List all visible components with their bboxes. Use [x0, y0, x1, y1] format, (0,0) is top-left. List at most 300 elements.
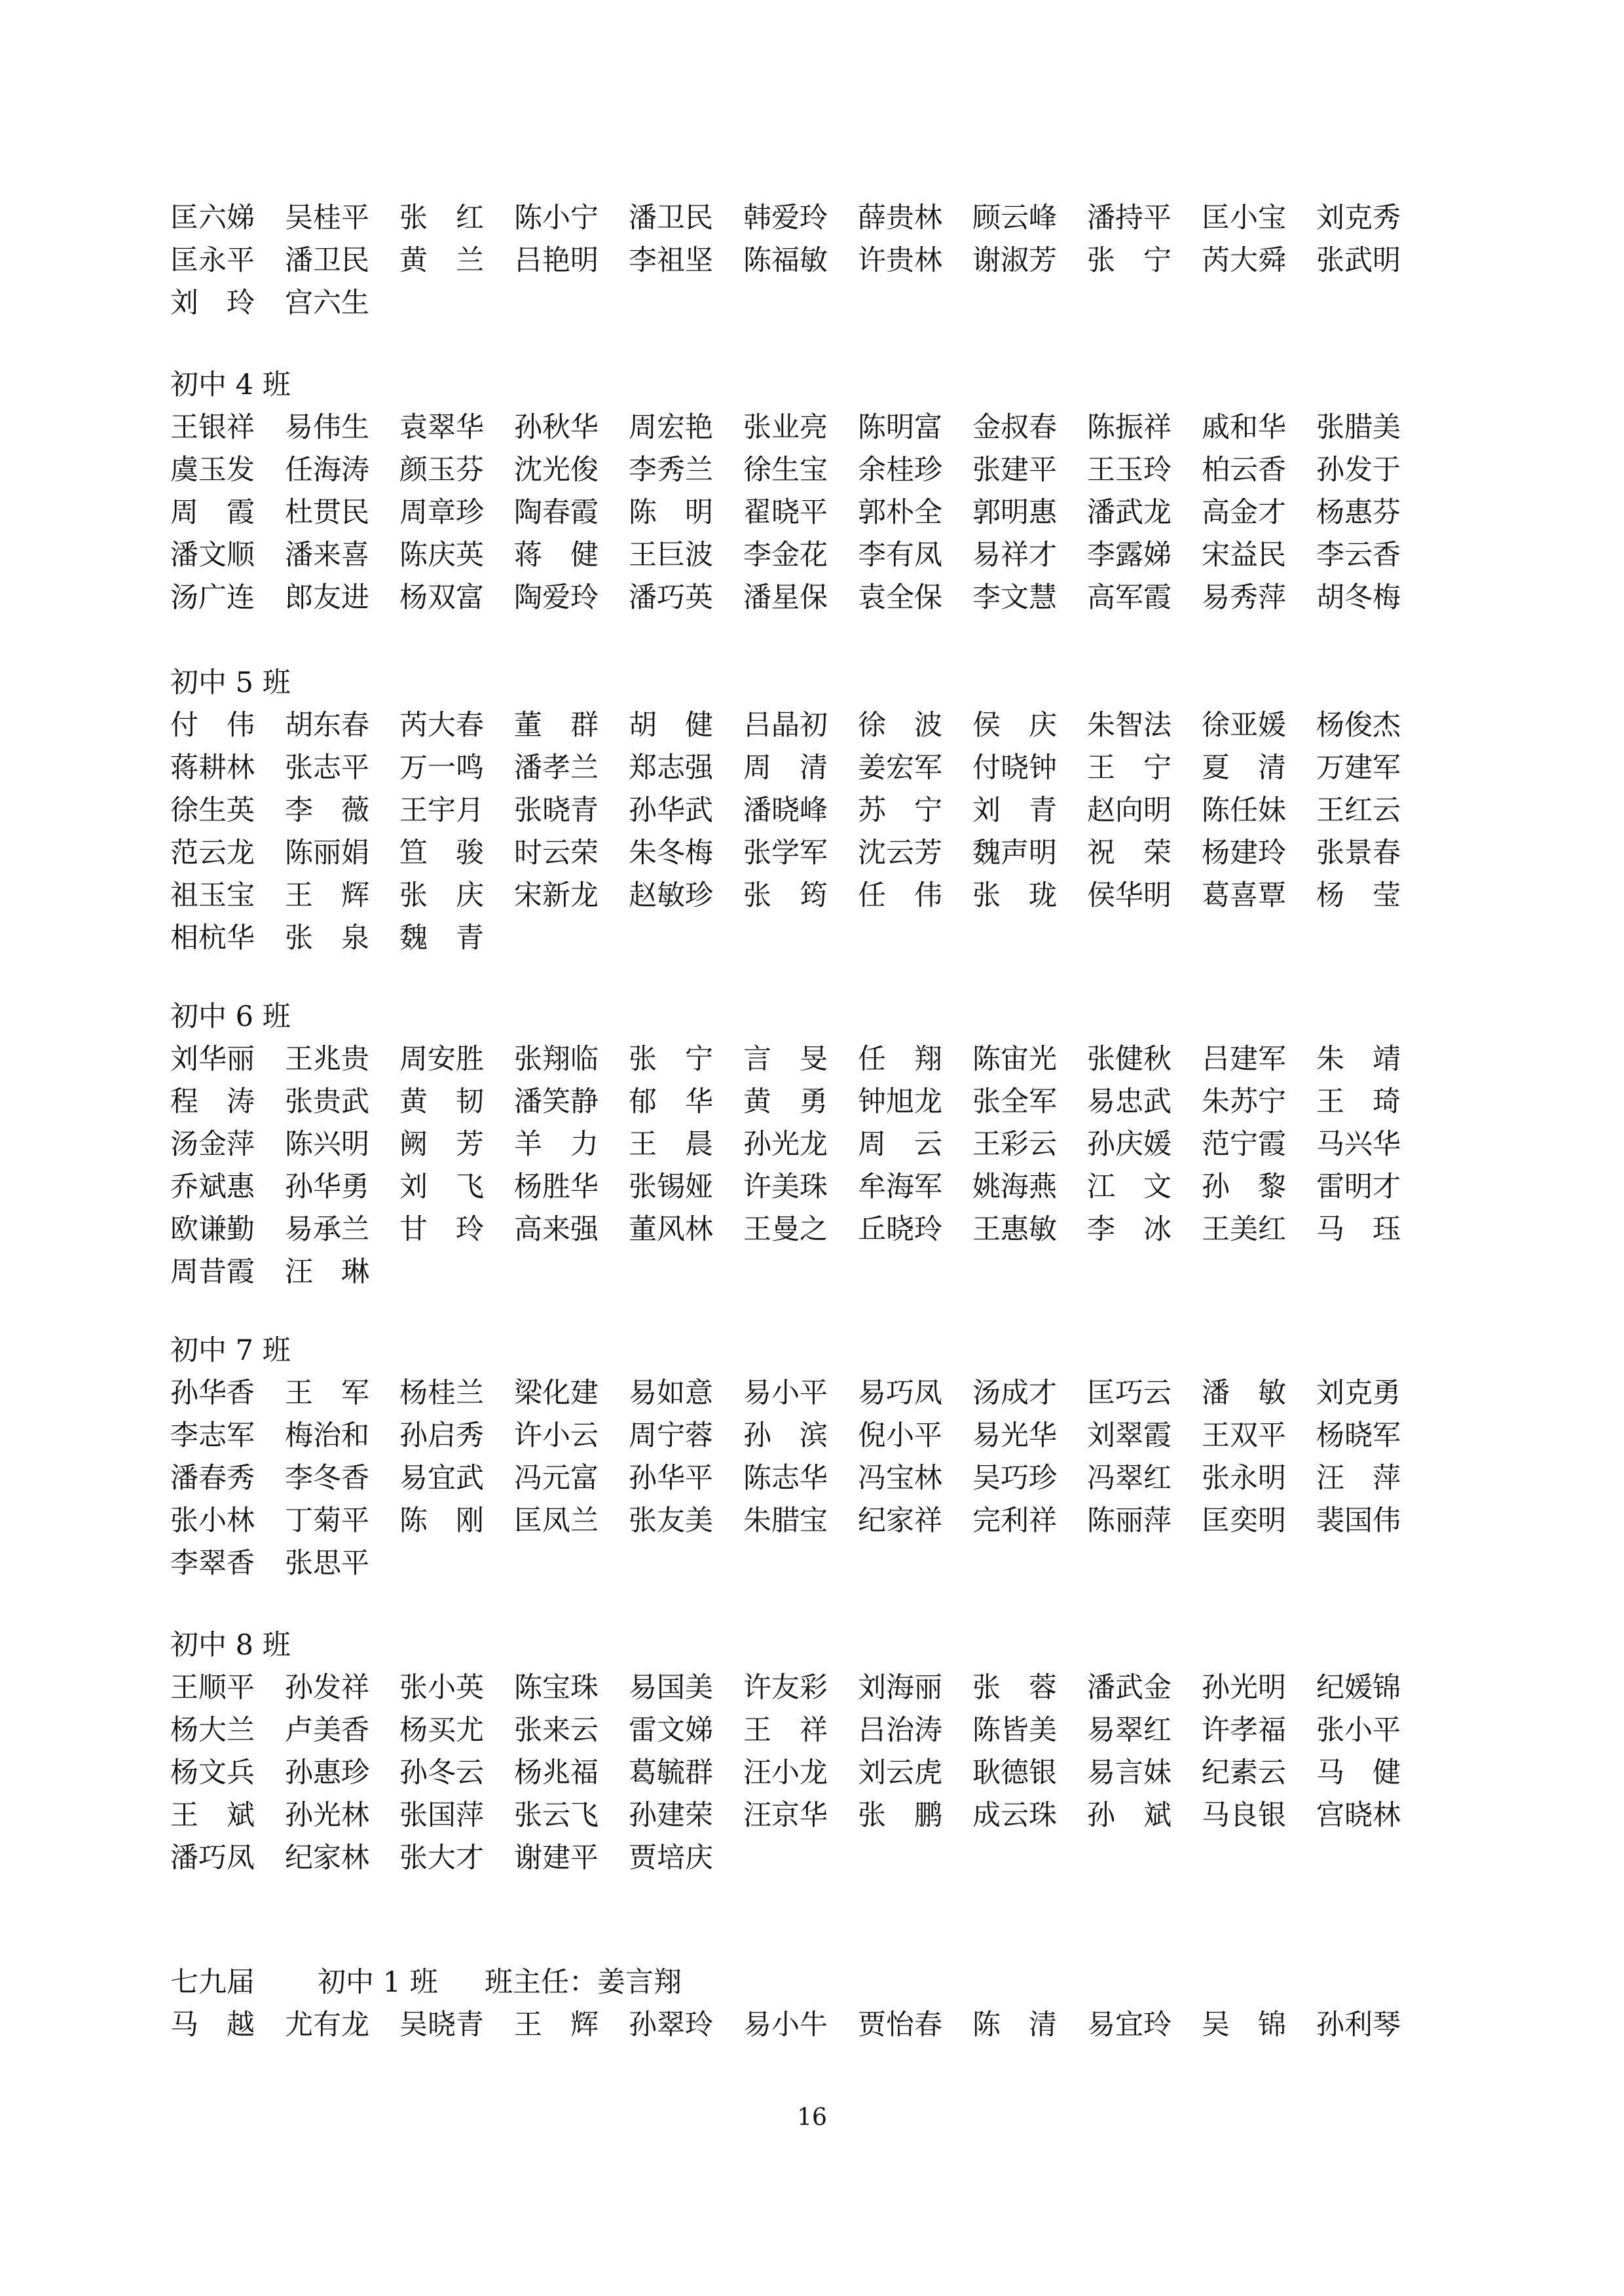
student-name: 王 辉 — [285, 879, 369, 912]
student-name: 芮大舜 — [1202, 244, 1286, 277]
class-title: 初中 4 班 — [170, 369, 291, 401]
student-name: 周安胜 — [399, 1043, 484, 1076]
student-name: 易忠武 — [1087, 1085, 1172, 1118]
name-row — [170, 282, 1414, 325]
student-name: 杨建玲 — [1202, 837, 1286, 869]
student-name: 张全军 — [972, 1085, 1057, 1118]
student-name: 郎友进 — [285, 581, 369, 614]
student-name: 沈光俊 — [514, 454, 599, 486]
student-name: 周宏艳 — [629, 411, 713, 444]
student-name: 孙光龙 — [743, 1128, 828, 1161]
student-name: 祝 荣 — [1087, 837, 1172, 869]
student-name: 魏声明 — [972, 837, 1057, 869]
name-row — [170, 1794, 1414, 1837]
student-name: 周章珍 — [399, 496, 484, 529]
student-name: 吕艳明 — [514, 244, 599, 277]
student-name: 陈明富 — [858, 411, 942, 444]
student-name: 王曼之 — [743, 1213, 828, 1246]
name-row — [170, 576, 1414, 619]
student-name: 匡凤兰 — [514, 1504, 599, 1537]
student-name: 王兆贵 — [285, 1043, 369, 1076]
student-name: 朱腊宝 — [743, 1504, 828, 1537]
student-name: 万建军 — [1316, 752, 1401, 784]
student-name: 王巨波 — [629, 539, 713, 572]
student-name: 黄 勇 — [743, 1085, 828, 1118]
student-name: 许孝福 — [1202, 1714, 1286, 1747]
student-name: 裴国伟 — [1316, 1504, 1401, 1537]
student-name: 杨胜华 — [514, 1171, 599, 1203]
name-row — [170, 1709, 1414, 1752]
name-row — [170, 196, 1414, 240]
student-name: 柏云香 — [1202, 454, 1286, 486]
student-name: 马兴华 — [1316, 1128, 1401, 1161]
student-name: 李秀兰 — [629, 454, 713, 486]
student-name: 纪家祥 — [858, 1504, 942, 1537]
name-row — [170, 1666, 1414, 1709]
name-row — [170, 1372, 1414, 1415]
student-name: 卢美香 — [285, 1714, 369, 1747]
name-row — [170, 1836, 1414, 1880]
student-name: 王玉玲 — [1087, 454, 1172, 486]
student-name: 程 涛 — [170, 1085, 255, 1118]
student-name: 易如意 — [629, 1377, 713, 1410]
class-title: 初中 7 班 — [170, 1334, 291, 1367]
student-name: 董 群 — [514, 709, 599, 742]
student-name: 汪 琳 — [285, 1256, 369, 1288]
student-name: 丁菊平 — [285, 1504, 369, 1537]
student-name: 潘文顺 — [170, 539, 255, 572]
student-name: 付晓钟 — [972, 752, 1057, 784]
student-name: 张 蓉 — [972, 1671, 1057, 1704]
student-name: 苏 宁 — [858, 794, 942, 827]
student-name: 周 清 — [743, 752, 828, 784]
student-name: 王双平 — [1202, 1419, 1286, 1452]
name-row — [170, 1038, 1414, 1081]
student-name: 张 宁 — [629, 1043, 713, 1076]
student-name: 相杭华 — [170, 922, 255, 955]
name-row — [170, 874, 1414, 917]
student-name: 李露娣 — [1087, 539, 1172, 572]
student-name: 孙建荣 — [629, 1799, 713, 1832]
student-name: 汤金萍 — [170, 1128, 255, 1161]
student-name: 刘翠霞 — [1087, 1419, 1172, 1452]
student-name: 芮大春 — [399, 709, 484, 742]
student-name: 吕建军 — [1202, 1043, 1286, 1076]
student-name: 孙光明 — [1202, 1671, 1286, 1704]
student-name: 姚海燕 — [972, 1171, 1057, 1203]
student-name: 祖玉宝 — [170, 879, 255, 912]
student-name: 张来云 — [514, 1714, 599, 1747]
student-name: 郭明惠 — [972, 496, 1057, 529]
student-name: 范云龙 — [170, 837, 255, 869]
student-name: 笪 骏 — [399, 837, 484, 869]
name-row — [170, 789, 1414, 832]
student-name: 金叔春 — [972, 411, 1057, 444]
student-name: 薛贵林 — [858, 202, 942, 234]
student-name: 余桂珍 — [858, 454, 942, 486]
student-name: 张志平 — [285, 752, 369, 784]
student-name: 谢淑芳 — [972, 244, 1057, 277]
student-name: 许小云 — [514, 1419, 599, 1452]
student-name: 王惠敏 — [972, 1213, 1057, 1246]
student-name: 潘武龙 — [1087, 496, 1172, 529]
student-name: 张小林 — [170, 1504, 255, 1537]
student-name: 孙庆媛 — [1087, 1128, 1172, 1161]
student-name: 潘春秀 — [170, 1462, 255, 1495]
student-name: 徐亚媛 — [1202, 709, 1286, 742]
student-name: 陈宙光 — [972, 1043, 1057, 1076]
student-name: 张 筠 — [743, 879, 828, 912]
student-name: 言 旻 — [743, 1043, 828, 1076]
name-row — [170, 746, 1414, 790]
student-name: 王 祥 — [743, 1714, 828, 1747]
student-name: 陈小宁 — [514, 202, 599, 234]
student-name: 范宁霞 — [1202, 1128, 1286, 1161]
student-name: 王 军 — [285, 1377, 369, 1410]
student-name: 吴晓青 — [399, 2009, 484, 2041]
student-name: 胡冬梅 — [1316, 581, 1401, 614]
student-name: 王顺平 — [170, 1671, 255, 1704]
student-name: 牟海军 — [858, 1171, 942, 1203]
student-name: 纪媛锦 — [1316, 1671, 1401, 1704]
student-name: 袁全保 — [858, 581, 942, 614]
student-name: 纪素云 — [1202, 1757, 1286, 1789]
student-name: 任海涛 — [285, 454, 369, 486]
student-name: 杨桂兰 — [399, 1377, 484, 1410]
student-name: 高军霞 — [1087, 581, 1172, 614]
student-name: 夏 清 — [1202, 752, 1286, 784]
student-name: 张 庆 — [399, 879, 484, 912]
student-name: 李云香 — [1316, 539, 1401, 572]
student-name: 张 宁 — [1087, 244, 1172, 277]
student-name: 王 琦 — [1316, 1085, 1401, 1118]
student-name: 阙 芳 — [399, 1128, 484, 1161]
student-name: 杨大兰 — [170, 1714, 255, 1747]
student-name: 张 鹏 — [858, 1799, 942, 1832]
student-name: 王美红 — [1202, 1213, 1286, 1246]
student-name: 陈振祥 — [1087, 411, 1172, 444]
student-name: 易言妹 — [1087, 1757, 1172, 1789]
student-name: 虞玉发 — [170, 454, 255, 486]
student-name: 张 红 — [399, 202, 484, 234]
student-name: 朱冬梅 — [629, 837, 713, 869]
name-row — [170, 2003, 1414, 2047]
student-name: 潘卫民 — [629, 202, 713, 234]
student-name: 张健秋 — [1087, 1043, 1172, 1076]
student-name: 徐生宝 — [743, 454, 828, 486]
student-name: 杨 莹 — [1316, 879, 1401, 912]
student-name: 葛毓群 — [629, 1757, 713, 1789]
student-name: 张大才 — [399, 1842, 484, 1874]
student-name: 颜玉芬 — [399, 454, 484, 486]
student-name: 潘晓峰 — [743, 794, 828, 827]
student-name: 孙华勇 — [285, 1171, 369, 1203]
student-name: 李文慧 — [972, 581, 1057, 614]
student-name: 杨买尤 — [399, 1714, 484, 1747]
student-name: 张锡娅 — [629, 1171, 713, 1203]
student-name: 张思平 — [285, 1547, 369, 1580]
student-name: 朱苏宁 — [1202, 1085, 1286, 1118]
student-name: 杜贯民 — [285, 496, 369, 529]
name-row — [170, 491, 1414, 534]
student-name: 孙翠玲 — [629, 2009, 713, 2041]
student-name: 吕治涛 — [858, 1714, 942, 1747]
student-name: 张友美 — [629, 1504, 713, 1537]
student-name: 梅治和 — [285, 1419, 369, 1452]
student-name: 黄 韧 — [399, 1085, 484, 1118]
student-name: 易国美 — [629, 1671, 713, 1704]
student-name: 潘巧英 — [629, 581, 713, 614]
student-name: 张国萍 — [399, 1799, 484, 1832]
student-name: 李祖坚 — [629, 244, 713, 277]
student-name: 杨惠芬 — [1316, 496, 1401, 529]
student-name: 匡六娣 — [170, 202, 255, 234]
student-name: 完利祥 — [972, 1504, 1057, 1537]
student-name: 刘云虎 — [858, 1757, 942, 1789]
student-name: 郭朴全 — [858, 496, 942, 529]
student-name: 杨晓军 — [1316, 1419, 1401, 1452]
student-name: 周宁蓉 — [629, 1419, 713, 1452]
student-name: 王 晨 — [629, 1128, 713, 1161]
student-name: 王红云 — [1316, 794, 1401, 827]
student-name: 万一鸣 — [399, 752, 484, 784]
name-row — [170, 831, 1414, 875]
student-name: 王 斌 — [170, 1799, 255, 1832]
student-name: 许美珠 — [743, 1171, 828, 1203]
name-row — [170, 406, 1414, 449]
student-name: 张翔临 — [514, 1043, 599, 1076]
student-name: 任 伟 — [858, 879, 942, 912]
student-name: 贾培庆 — [629, 1842, 713, 1874]
student-name: 王银祥 — [170, 411, 255, 444]
student-name: 李冬香 — [285, 1462, 369, 1495]
student-name: 李 冰 — [1087, 1213, 1172, 1246]
student-name: 匡永平 — [170, 244, 255, 277]
student-name: 潘卫民 — [285, 244, 369, 277]
name-row — [170, 1250, 1414, 1294]
student-name: 李翠香 — [170, 1547, 255, 1580]
student-name: 易小牛 — [743, 2009, 828, 2041]
student-name: 张业亮 — [743, 411, 828, 444]
student-name: 张贵武 — [285, 1085, 369, 1118]
student-name: 李志军 — [170, 1419, 255, 1452]
student-name: 易祥才 — [972, 539, 1057, 572]
student-name: 王宇月 — [399, 794, 484, 827]
student-name: 孙华平 — [629, 1462, 713, 1495]
student-name: 杨俊杰 — [1316, 709, 1401, 742]
student-name: 陈任妹 — [1202, 794, 1286, 827]
student-name: 汪京华 — [743, 1799, 828, 1832]
student-name: 陈 刚 — [399, 1504, 484, 1537]
student-name: 匡奕明 — [1202, 1504, 1286, 1537]
student-name: 张 泉 — [285, 922, 369, 955]
student-name: 刘克秀 — [1316, 202, 1401, 234]
student-name: 刘 飞 — [399, 1171, 484, 1203]
student-name: 蒋 健 — [514, 539, 599, 572]
student-name: 宋益民 — [1202, 539, 1286, 572]
student-name: 张景春 — [1316, 837, 1401, 869]
student-name: 孙利琴 — [1316, 2009, 1401, 2041]
student-name: 陈皆美 — [972, 1714, 1057, 1747]
student-name: 纪家林 — [285, 1842, 369, 1874]
name-row — [170, 1414, 1414, 1457]
student-name: 潘来喜 — [285, 539, 369, 572]
student-name: 王 辉 — [514, 2009, 599, 2041]
student-name: 赵向明 — [1087, 794, 1172, 827]
student-name: 朱智法 — [1087, 709, 1172, 742]
student-name: 李金花 — [743, 539, 828, 572]
student-name: 欧谦勤 — [170, 1213, 255, 1246]
student-name: 郁 华 — [629, 1085, 713, 1118]
student-name: 刘 玲 — [170, 287, 255, 319]
student-name: 易巧凤 — [858, 1377, 942, 1410]
student-name: 张小平 — [1316, 1714, 1401, 1747]
name-row — [170, 1542, 1414, 1585]
name-row — [170, 1208, 1414, 1251]
student-name: 易伟生 — [285, 411, 369, 444]
student-name: 魏 青 — [399, 922, 484, 955]
student-name: 易光华 — [972, 1419, 1057, 1452]
name-row — [170, 1457, 1414, 1500]
student-name: 侯 庆 — [972, 709, 1057, 742]
name-row — [170, 704, 1414, 747]
student-name: 刘 青 — [972, 794, 1057, 827]
student-name: 匡小宝 — [1202, 202, 1286, 234]
student-name: 侯华明 — [1087, 879, 1172, 912]
student-name: 潘 敏 — [1202, 1377, 1286, 1410]
student-name: 蒋耕林 — [170, 752, 255, 784]
student-name: 王彩云 — [972, 1128, 1057, 1161]
student-name: 张 珑 — [972, 879, 1057, 912]
student-name: 孙启秀 — [399, 1419, 484, 1452]
name-row — [170, 448, 1414, 492]
student-name: 韩爱玲 — [743, 202, 828, 234]
student-name: 马 珏 — [1316, 1213, 1401, 1246]
student-name: 易承兰 — [285, 1213, 369, 1246]
student-name: 顾云峰 — [972, 202, 1057, 234]
student-name: 李 薇 — [285, 794, 369, 827]
student-name: 周 云 — [858, 1128, 942, 1161]
student-name: 成云珠 — [972, 1799, 1057, 1832]
student-name: 戚和华 — [1202, 411, 1286, 444]
student-name: 张小英 — [399, 1671, 484, 1704]
student-name: 周 霞 — [170, 496, 255, 529]
student-name: 汤广连 — [170, 581, 255, 614]
student-name: 孙发祥 — [285, 1671, 369, 1704]
page-number: 16 — [797, 2104, 827, 2131]
student-name: 潘星保 — [743, 581, 828, 614]
student-name: 马 越 — [170, 2009, 255, 2041]
student-name: 王 宁 — [1087, 752, 1172, 784]
student-name: 刘华丽 — [170, 1043, 255, 1076]
student-name: 胡东春 — [285, 709, 369, 742]
student-name: 沈云芳 — [858, 837, 942, 869]
student-name: 许友彩 — [743, 1671, 828, 1704]
student-name: 梁化建 — [514, 1377, 599, 1410]
student-name: 徐 波 — [858, 709, 942, 742]
student-name: 汪 萍 — [1316, 1462, 1401, 1495]
student-name: 周昔霞 — [170, 1256, 255, 1288]
student-name: 陈志华 — [743, 1462, 828, 1495]
student-name: 任 翔 — [858, 1043, 942, 1076]
name-row — [170, 1123, 1414, 1166]
student-name: 孙 黎 — [1202, 1171, 1286, 1203]
student-name: 宋新龙 — [514, 879, 599, 912]
name-row — [170, 1080, 1414, 1123]
student-name: 雷文娣 — [629, 1714, 713, 1747]
student-name: 吴巧珍 — [972, 1462, 1057, 1495]
student-name: 陶爱玲 — [514, 581, 599, 614]
student-name: 孙华香 — [170, 1377, 255, 1410]
student-name: 陶春霞 — [514, 496, 599, 529]
student-name: 张云飞 — [514, 1799, 599, 1832]
student-name: 孙 滨 — [743, 1419, 828, 1452]
student-name: 吴桂平 — [285, 202, 369, 234]
student-name: 姜宏军 — [858, 752, 942, 784]
student-name: 赵敏珍 — [629, 879, 713, 912]
student-name: 董风林 — [629, 1213, 713, 1246]
student-name: 孙发于 — [1316, 454, 1401, 486]
student-name: 陈宝珠 — [514, 1671, 599, 1704]
student-name: 雷明才 — [1316, 1171, 1401, 1203]
student-name: 高来强 — [514, 1213, 599, 1246]
student-name: 高金才 — [1202, 496, 1286, 529]
student-name: 刘海丽 — [858, 1671, 942, 1704]
student-name: 朱 靖 — [1316, 1043, 1401, 1076]
student-name: 乔斌惠 — [170, 1171, 255, 1203]
student-name: 孙冬云 — [399, 1757, 484, 1789]
student-name: 易小平 — [743, 1377, 828, 1410]
student-name: 潘孝兰 — [514, 752, 599, 784]
student-name: 张晓青 — [514, 794, 599, 827]
student-name: 时云荣 — [514, 837, 599, 869]
student-name: 张腊美 — [1316, 411, 1401, 444]
class-title: 初中 5 班 — [170, 666, 291, 699]
student-name: 潘巧凤 — [170, 1842, 255, 1874]
student-name: 尤有龙 — [285, 2009, 369, 2041]
student-name: 马 健 — [1316, 1757, 1401, 1789]
student-name: 陈 明 — [629, 496, 713, 529]
student-name: 谢建平 — [514, 1842, 599, 1874]
student-name: 宫六生 — [285, 287, 369, 319]
class-title: 初中 1 班 — [318, 1966, 438, 1999]
student-name: 陈庆英 — [399, 539, 484, 572]
student-name: 胡 健 — [629, 709, 713, 742]
student-name: 陈 清 — [972, 2009, 1057, 2041]
student-name: 孙秋华 — [514, 411, 599, 444]
student-name: 张永明 — [1202, 1462, 1286, 1495]
student-name: 孙惠珍 — [285, 1757, 369, 1789]
student-name: 杨双富 — [399, 581, 484, 614]
student-name: 冯宝林 — [858, 1462, 942, 1495]
student-name: 易翠红 — [1087, 1714, 1172, 1747]
name-row — [170, 239, 1414, 282]
student-name: 许贵林 — [858, 244, 942, 277]
student-name: 甘 玲 — [399, 1213, 484, 1246]
student-name: 冯元富 — [514, 1462, 599, 1495]
name-row — [170, 1165, 1414, 1209]
student-name: 张建平 — [972, 454, 1057, 486]
student-name: 付 伟 — [170, 709, 255, 742]
class-title: 初中 8 班 — [170, 1629, 291, 1662]
student-name: 徐生英 — [170, 794, 255, 827]
student-name: 易秀萍 — [1202, 581, 1286, 614]
student-name: 张武明 — [1316, 244, 1401, 277]
student-name: 易宜玲 — [1087, 2009, 1172, 2041]
student-name: 张学军 — [743, 837, 828, 869]
student-name: 吴 锦 — [1202, 2009, 1286, 2041]
name-row — [170, 1499, 1414, 1542]
